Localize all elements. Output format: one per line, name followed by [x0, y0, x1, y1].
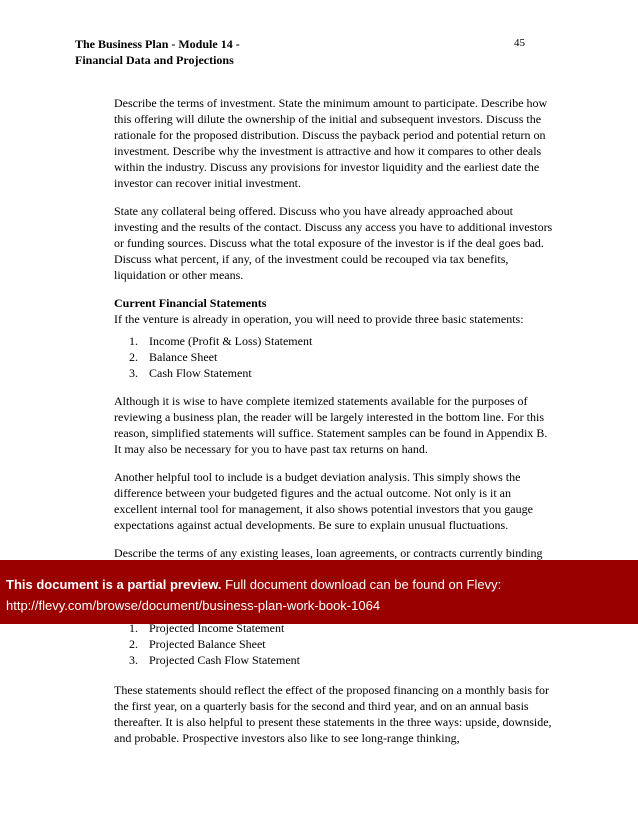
- list-item: 3. Projected Cash Flow Statement: [129, 653, 300, 667]
- page-number: 45: [514, 37, 525, 49]
- paragraph-leases: Describe the terms of any existing leases, loan agreements, or contracts currently binding: [114, 546, 543, 560]
- banner-download-link[interactable]: http://flevy.com/browse/document/business-plan-work-book-1064: [6, 598, 381, 613]
- header-title-line2: Financial Data and Projections: [75, 53, 234, 67]
- paragraph-collateral: State any collateral being offered. Discuss who you have already approached about investing and the results of the contact. Discuss any access you have to additional investors or funding sources. Discuss what the total exposure of the investor is if the deal goes bad. Discuss what percent, if any, of the investment could be recouped via tax benefits, liquidation or other means.: [114, 204, 553, 282]
- header-title-line1: The Business Plan - Module 14 -: [75, 37, 240, 51]
- projected-statements-list: [114, 620, 554, 668]
- section-intro: If the venture is already in operation, you will need to provide three basic statements:: [114, 312, 524, 326]
- paragraph-projections: These statements should reflect the effect of the proposed financing on a monthly basis for the first year, on a quarterly basis for the second and third year, and on an annual basis thereafter. It is also helpful to present these statements in the three ways: upside, downside, and probable. Prospective investors also like to see long-range thinking,: [114, 683, 552, 745]
- list-item: 1. Income (Profit & Loss) Statement: [129, 334, 313, 348]
- page-body-continued: [114, 620, 554, 758]
- paragraph-investment-terms: Describe the terms of investment. State the minimum amount to participate. Describe how this offering will dilute the ownership of the initial and subsequent investors. Discuss the rationale for the proposed distribution. Discuss the payback period and potential return on investment. Describe why the investment is attractive and how it compares to other deals within the industry. Discuss any provisions for investor liquidity and the earliest date the investor can recover initial investment.: [114, 96, 548, 190]
- preview-banner: [0, 560, 638, 624]
- banner-message: [6, 577, 501, 592]
- page-body: [114, 95, 554, 589]
- banner-text: Full document download can be found on Flevy:: [225, 577, 502, 592]
- list-item: 3. Cash Flow Statement: [129, 366, 252, 380]
- statements-list: [114, 333, 554, 381]
- section-heading: Current Financial Statements: [114, 296, 267, 310]
- paragraph-itemized: Although it is wise to have complete itemized statements available for the purposes of reviewing a business plan, the reader will be largely interested in the bottom line. For this reason, simplified statements will suffice. Statement samples can be found in Appendix B. It may also be necessary for you to have past tax returns on hand.: [114, 394, 548, 456]
- document-header: [75, 36, 240, 68]
- paragraph-deviation: Another helpful tool to include is a budget deviation analysis. This simply shows the difference between your budgeted figures and the actual outcome. Not only is it an excellent internal tool for management, it also shows potential investors that you gauge expectations against actual developments. Be sure to explain unusual fluctuations.: [114, 470, 533, 532]
- banner-bold-text: This document is a partial preview.: [6, 577, 222, 592]
- list-item: 1. Projected Income Statement: [129, 621, 285, 635]
- list-item: 2. Projected Balance Sheet: [129, 637, 266, 651]
- list-item: 2. Balance Sheet: [129, 350, 218, 364]
